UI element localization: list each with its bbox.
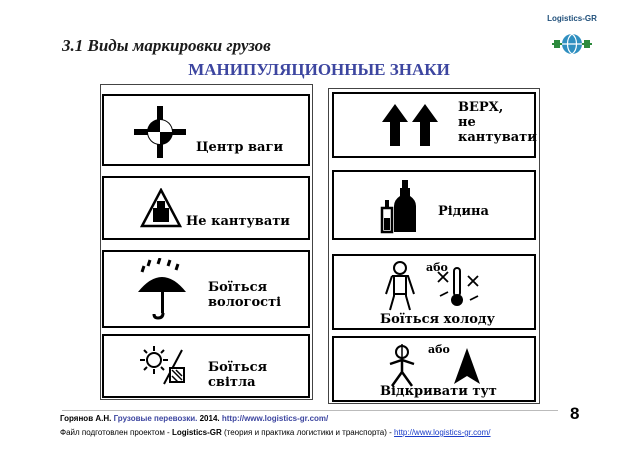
sign-label: Відкривати тут [380,384,497,399]
author-name: Горянов А.Н. [60,414,112,423]
book-title: Грузовые перевозки. [113,414,198,423]
umbrella-rain-icon [134,258,190,322]
site-url: http://www.logistics-gr.com/ [221,414,329,423]
note-suffix: (теория и практика логистики и транспорта) - [223,428,392,437]
note-prefix: Файл подготовлен проектом - [60,428,170,437]
sign-label: ВЕРХ, не кантувати [458,100,537,145]
project-link[interactable]: http://www.logistics-gr.com/ [394,428,491,437]
footer-note [60,428,491,437]
arrow-up-icon [452,346,482,386]
up-arrows-icon [382,102,438,150]
sign-keep-dry [102,250,310,328]
sign-keep-from-light [102,334,310,398]
year: 2014. [199,414,220,423]
sign-label: Боїться холоду [380,312,495,327]
sign-label: Центр ваги [196,140,284,155]
or-text: або [426,261,448,274]
or-text: або [428,343,450,356]
center-of-gravity-icon [132,104,188,160]
sign-this-way-up [332,92,536,158]
cold-figure-icon [378,260,422,312]
sign-label: Боїться світла [208,360,268,390]
project-name: Logistics-GR [171,428,222,437]
no-tipping-icon [140,188,182,228]
logo-globe-icon [552,28,592,60]
footer-divider [62,410,558,411]
slide-subtitle: МАНИПУЛЯЦИОННЫЕ ЗНАКИ [188,60,450,79]
sign-label: Рідина [438,204,489,219]
sign-label: Не кантувати [186,214,290,229]
sign-keep-from-cold [332,254,536,330]
page-number: 8 [570,404,580,423]
slide-title: 3.1 Виды маркировки грузов [62,36,271,55]
sign-no-tipping [102,176,310,240]
open-here-icon [382,342,422,390]
bottles-icon [380,178,420,236]
thermometer-icon [434,266,482,308]
logo-text: Logistics-GR [547,14,597,23]
sign-liquid [332,170,536,240]
sun-shield-icon [134,342,190,390]
footer-author [60,414,328,423]
sign-center-of-gravity [102,94,310,166]
sign-label: Боїться вологості [208,280,282,310]
logo [540,14,604,64]
sign-open-here [332,336,536,402]
